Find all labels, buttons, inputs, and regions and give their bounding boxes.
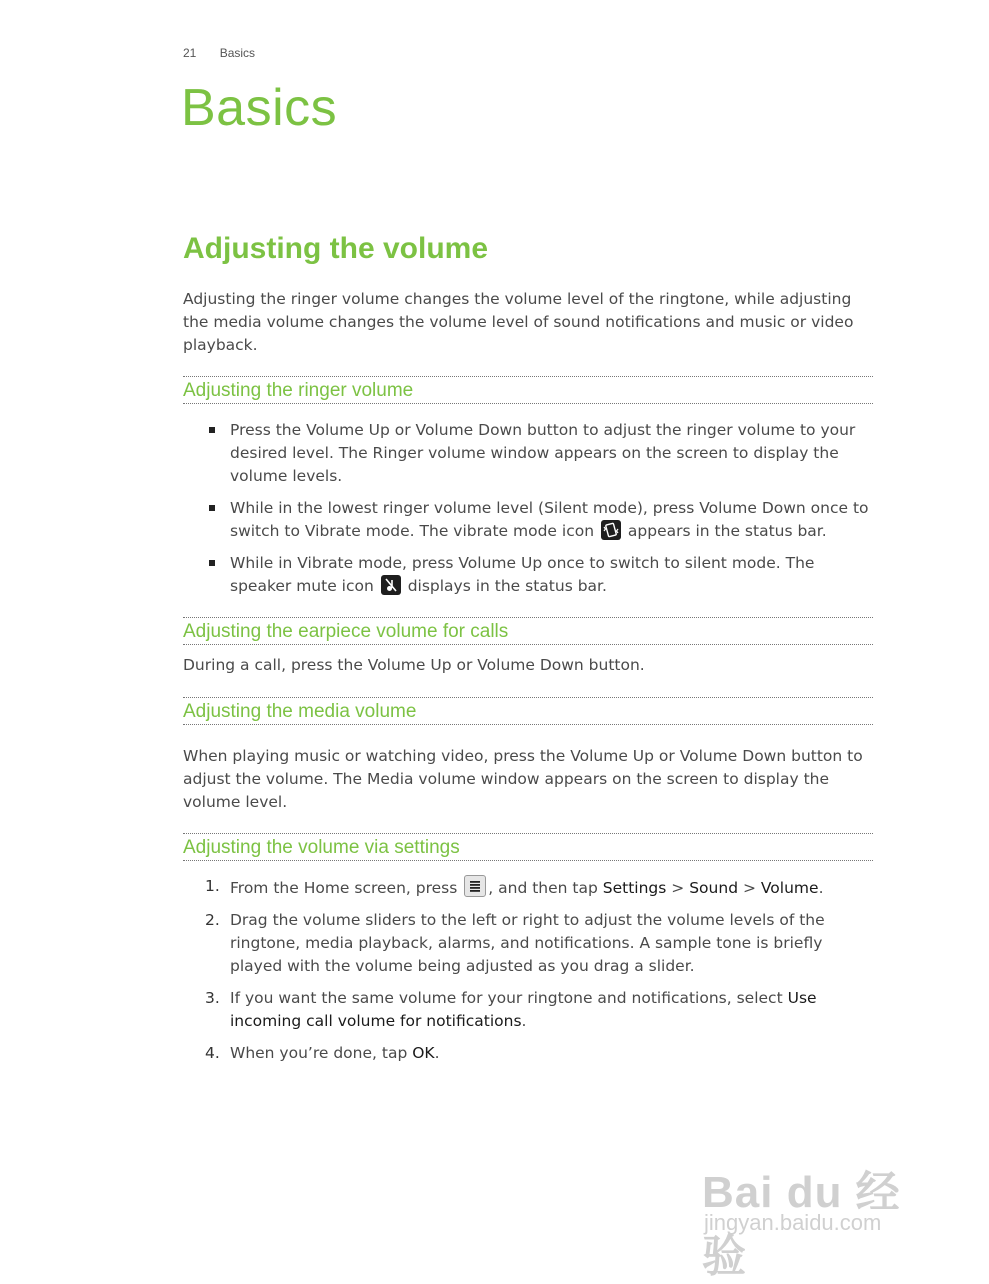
settings-heading-block — [183, 833, 873, 861]
chapter-title: Basics — [181, 79, 338, 137]
settings-steps — [183, 875, 873, 1074]
media-heading-block — [183, 697, 873, 725]
separator: > — [671, 879, 685, 897]
ringer-bullet-list — [183, 419, 873, 607]
ringer-heading: Adjusting the ringer volume — [183, 380, 414, 401]
watermark-url: jingyan.baidu.com — [704, 1210, 882, 1235]
step-text: From the Home screen, press — [230, 879, 458, 897]
volume-keyword: Volume — [760, 879, 819, 897]
header-section: Basics — [219, 46, 256, 60]
settings-keyword: Settings — [602, 879, 667, 897]
ok-keyword: OK — [412, 1044, 435, 1062]
ringer-heading-block — [183, 376, 873, 404]
bullet-text: appears in the status bar. — [627, 522, 827, 540]
step-number: 4. — [205, 1044, 220, 1062]
watermark-brand: Bai du 经验 — [702, 1168, 901, 1281]
section-title: Adjusting the volume — [183, 232, 489, 265]
punctuation: . — [521, 1012, 527, 1030]
earpiece-heading: Adjusting the earpiece volume for calls — [183, 621, 509, 642]
bullet-text: While in the lowest ringer volume level (Silent mode), press Volume Down once to switch to Vibrate mode. The vibrate mode icon — [230, 499, 869, 540]
punctuation: . — [818, 879, 824, 897]
settings-heading: Adjusting the volume via settings — [183, 837, 460, 858]
list-item — [183, 875, 873, 900]
option-keyword: Use incoming call volume for notifications — [230, 989, 817, 1030]
menu-icon — [464, 875, 486, 897]
step-text: Drag the volume sliders to the left or right to adjust the volume levels of the ringtone, media playback, alarms, and notifications. A sample tone is briefly played with the volume being adjusted as you drag a slider. — [230, 911, 825, 975]
sound-keyword: Sound — [689, 879, 739, 897]
watermark — [700, 1130, 940, 1281]
bullet-text: Press the Volume Up or Volume Down button to adjust the ringer volume to your desired level. The Ringer volume window appears on the screen to display the volume levels. — [230, 421, 856, 485]
step-text: If you want the same volume for your ringtone and notifications, select — [230, 989, 783, 1007]
earpiece-heading-block — [183, 617, 873, 645]
list-item — [183, 909, 873, 978]
running-header — [183, 46, 255, 60]
media-paragraph: When playing music or watching video, press the Volume Up or Volume Down button to adjust the volume. The Media volume window appears on the screen to display the volume level. — [183, 747, 863, 811]
step-number: 1. — [205, 877, 220, 895]
media-heading: Adjusting the media volume — [183, 701, 417, 722]
step-number: 3. — [205, 989, 220, 1007]
list-item — [183, 552, 873, 598]
page-number: 21 — [183, 46, 197, 60]
separator: > — [742, 879, 756, 897]
step-text: , and then tap — [488, 879, 598, 897]
step-number: 2. — [205, 911, 220, 929]
list-item — [183, 987, 873, 1033]
step-text: When you’re done, tap — [230, 1044, 408, 1062]
bullet-text: While in Vibrate mode, press Volume Up once to switch to silent mode. The speaker mute icon — [230, 554, 815, 595]
bullet-text: displays in the status bar. — [407, 577, 607, 595]
list-item — [183, 1042, 873, 1065]
speaker-mute-icon — [381, 575, 401, 595]
intro-paragraph: Adjusting the ringer volume changes the volume level of the ringtone, while adjusting the media volume changes the volume level of sound notifications and music or video playback. — [183, 290, 854, 354]
list-item — [183, 497, 873, 543]
vibrate-icon — [601, 520, 621, 540]
earpiece-paragraph: During a call, press the Volume Up or Volume Down button. — [183, 656, 645, 674]
punctuation: . — [434, 1044, 440, 1062]
list-item — [183, 419, 873, 488]
